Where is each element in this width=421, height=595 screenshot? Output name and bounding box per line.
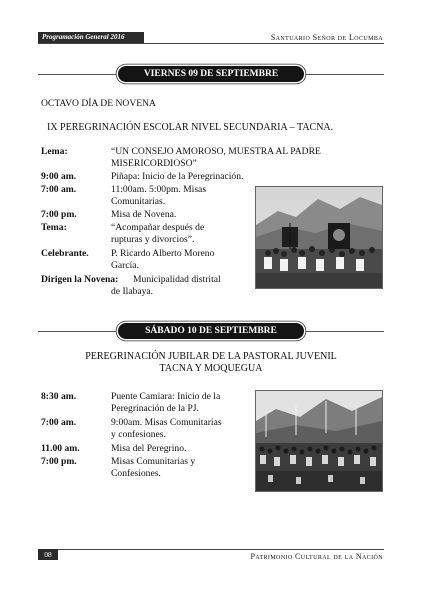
schedule-text: Misas Comunitarias y [111, 456, 196, 467]
schedule-text: Piñapa: Inicio de la Peregrinación. [111, 171, 244, 182]
procession-photo [255, 186, 383, 289]
footer-rule [38, 549, 384, 550]
page-number: 08 [38, 549, 58, 560]
lema-label: Lema: [41, 146, 68, 157]
schedule-text: Comunitarias. [111, 196, 166, 207]
lema-text: “UN CONSEJO AMOROSO, MUESTRA AL PADRE [111, 146, 321, 157]
schedule-text: “Acompañar después de [111, 222, 205, 233]
dirigen-text: de Ilabaya. [111, 286, 154, 297]
schedule-text: Peregrinación de la PJ. [111, 403, 199, 414]
schedule-time: Celebrante. [41, 248, 89, 259]
pilgrimage-title: IX PEREGRINACIÓN ESCOLAR NIVEL SECUNDARIA – TACNA. [47, 122, 334, 133]
mass-crowd-photo [255, 390, 383, 492]
section-title-friday: VIERNES 09 DE SEPTIEMBRE [118, 66, 304, 82]
schedule-text: Misa del Peregrino. [111, 443, 187, 454]
schedule-time: Tema: [41, 222, 67, 233]
schedule-time: 7:00 am. [41, 417, 77, 428]
novena-day: OCTAVO DÍA DE NOVENA [41, 98, 156, 109]
schedule-time: 7:00 am. [41, 184, 77, 195]
schedule-time: 8:30 am. [41, 391, 77, 402]
dirigen-label: Dirigen la Novena: [41, 274, 119, 285]
schedule-time: 11.00 am. [41, 443, 80, 454]
header-rule [38, 43, 384, 44]
schedule-time: 7:00 pm. [41, 209, 77, 220]
schedule-text: y confesiones. [111, 429, 166, 440]
header-title: Santuario Señor de Locumba [270, 33, 383, 42]
schedule-text: Puente Camiara: Inicio de la [111, 391, 221, 402]
lema-text: MISERICORDIOSO” [111, 158, 197, 169]
schedule-text: 9:00am. Misas Comunitarias [111, 417, 222, 428]
schedule-text: Confesiones. [111, 468, 161, 479]
section-title-saturday: SÁBADO 10 DE SEPTIEMBRE [118, 323, 304, 339]
pilgrimage-title: PEREGRINACIÓN JUBILAR DE LA PASTORAL JUVENIL [85, 351, 337, 362]
schedule-text: P. Ricardo Alberto Moreno [111, 248, 215, 259]
footer-title: Patrimonio Cultural de la Nación [250, 552, 383, 561]
schedule-time: 7:00 pm. [41, 456, 77, 467]
dirigen-text: Municipalidad distrital [133, 274, 221, 285]
schedule-text: Misa de Novena. [111, 209, 177, 220]
pilgrimage-title: TACNA Y MOQUEGUA [159, 363, 263, 374]
header-tag: Programación General 2016 [38, 32, 144, 43]
schedule-text: 11:00am. 5:00pm. Misas [111, 184, 207, 195]
schedule-text: rupturas y divorcios”. [111, 234, 195, 245]
schedule-text: García. [111, 260, 139, 271]
schedule-time: 9:00 am. [41, 171, 77, 182]
